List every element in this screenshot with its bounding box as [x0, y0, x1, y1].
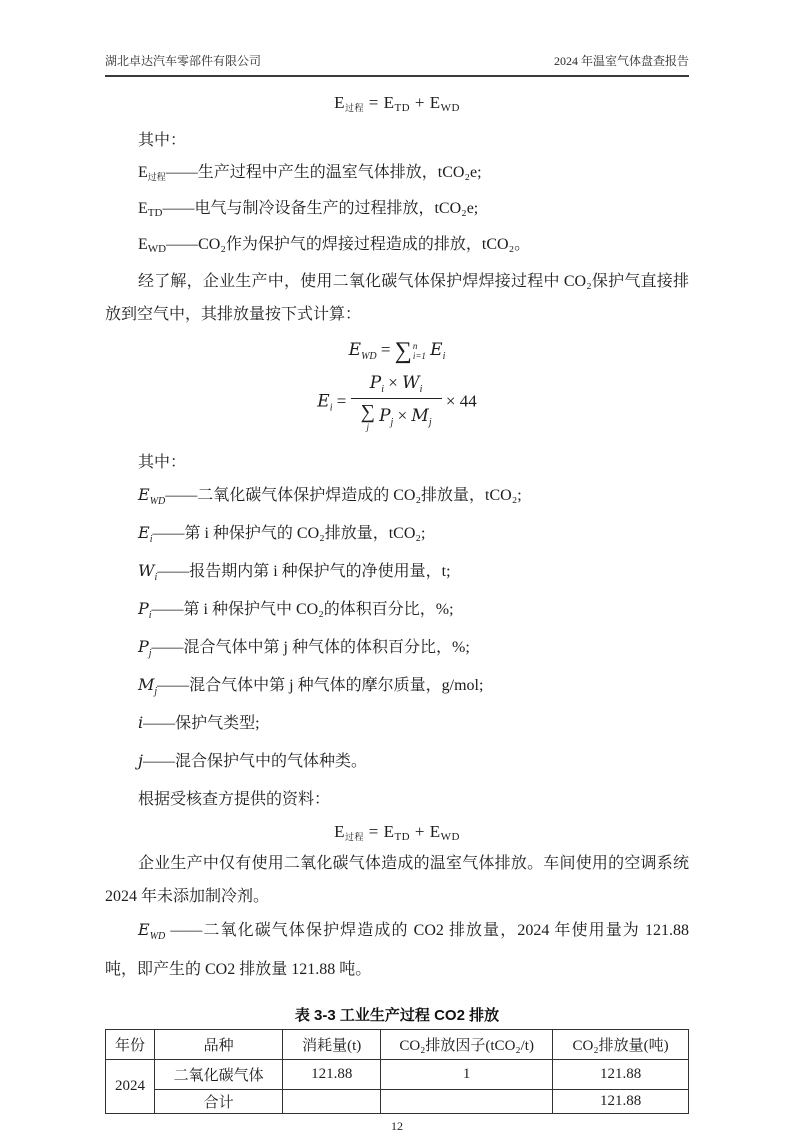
sigma-operator	[395, 339, 426, 363]
definition-text: ——第 i 种保护气的 CO₂排放量，tCO₂;	[152, 525, 426, 542]
formula-subscript: j	[428, 416, 432, 428]
table-header-row	[106, 1030, 689, 1060]
definition-e-td	[105, 193, 689, 229]
fraction	[351, 373, 442, 432]
symbol: E	[138, 236, 148, 253]
fraction-numerator	[351, 373, 442, 399]
definition-text: ——第 i 种保护气中 CO₂的体积百分比，%;	[151, 601, 454, 618]
sum-lower-limit: j	[366, 422, 369, 432]
cell-factor: 1	[381, 1060, 553, 1090]
page-header	[105, 0, 689, 77]
formula-term: E	[334, 822, 345, 841]
plus-sign: +	[414, 93, 425, 112]
symbol: E	[138, 920, 150, 939]
formula-ei-fraction	[105, 373, 689, 432]
symbol: M	[138, 675, 155, 694]
formula-term: E	[348, 339, 362, 360]
formula-term: E	[383, 822, 395, 841]
times-sign: ×	[397, 405, 408, 425]
formula-term: E	[334, 93, 345, 112]
symbol-subscript: WD	[149, 931, 166, 942]
formula-term: E	[430, 339, 443, 360]
definition-text: ——生产过程中产生的温室气体排放，tCO₂e;	[165, 164, 482, 181]
formula-subscript: TD	[394, 102, 411, 114]
symbol: W	[138, 561, 155, 580]
definition-wi	[105, 555, 689, 593]
formula-term: E	[429, 822, 441, 841]
symbol-subscript: 过程	[147, 172, 166, 182]
formula-term: W	[402, 373, 420, 393]
definition-text: ——混合保护气中的气体种类。	[142, 753, 367, 770]
symbol: E	[138, 485, 150, 504]
formula-subscript: WD	[440, 102, 460, 114]
symbol-subscript: WD	[149, 496, 166, 507]
formula-subscript: i	[329, 402, 333, 414]
definition-e-wd	[105, 229, 689, 265]
paragraph-only-co2: 企业生产中仅有使用二氧化碳气体造成的温室气体排放。车间使用的空调系统 2024 年未添加制冷剂。	[105, 855, 689, 905]
multiply-44: × 44	[445, 391, 477, 411]
definition-e-process	[105, 157, 689, 193]
symbol: j	[138, 751, 143, 770]
header-emission-factor: CO₂排放因子(tCO₂/t)	[381, 1030, 553, 1060]
table-row	[106, 1060, 689, 1090]
formula-ewd-sum	[105, 339, 689, 363]
paragraph-welding-explanation: 经了解，企业生产中，使用二氧化碳气体保护焊焊接过程中 CO₂保护气直接排放到空气中，其排放量按下式计算：	[105, 273, 689, 323]
sum-upper-limit: n	[412, 341, 418, 351]
label-qizhong: 其中：	[138, 454, 187, 471]
definition-pi	[105, 593, 689, 631]
cell-factor-total	[381, 1090, 553, 1114]
page-number: 12	[391, 1119, 403, 1133]
paragraph-ewd-amount	[105, 913, 689, 986]
header-report-title: 2024 年温室气体盘查报告	[553, 54, 689, 68]
table-row-total	[106, 1090, 689, 1114]
formula-subscript: j	[390, 416, 394, 428]
cell-consumption-total	[283, 1090, 381, 1114]
formula-process-total	[105, 93, 689, 114]
formula-process-total-repeat	[105, 822, 689, 843]
cell-variety-total: 合计	[154, 1090, 282, 1114]
cell-variety: 二氧化碳气体	[154, 1060, 282, 1090]
equals-sign: =	[368, 822, 379, 841]
formula-subscript: WD	[440, 831, 460, 843]
formula-subscript: 过程	[344, 832, 364, 842]
sigma-operator	[361, 402, 375, 432]
header-variety: 品种	[154, 1030, 282, 1060]
definition-text: ——混合气体中第 j 种气体的摩尔质量，g/mol;	[157, 677, 484, 694]
definition-text: ——保护气类型;	[143, 715, 260, 732]
header-company-name: 湖北卓达汽车零部件有限公司	[105, 54, 262, 68]
symbol: P	[138, 599, 149, 618]
formula-term: E	[317, 391, 330, 412]
definition-text: ——二氧化碳气体保护焊造成的 CO₂排放量，tCO₂;	[165, 487, 522, 504]
plus-sign: +	[414, 822, 425, 841]
paragraph-text: ——二氧化碳气体保护焊造成的 CO2 排放量，2024 年使用量为 121.88 吨，即产生的 CO2 排放量 121.88 吨。	[105, 922, 689, 978]
sigma-icon: ∑	[360, 401, 375, 423]
formula-subscript: i	[381, 384, 385, 395]
definition-ei	[105, 517, 689, 555]
header-consumption: 消耗量(t)	[283, 1030, 381, 1060]
definition-text: ——混合气体中第 j 种气体的体积百分比，%;	[151, 639, 470, 656]
symbol-subscript: i	[149, 534, 153, 545]
header-year: 年份	[106, 1030, 155, 1060]
equals-sign: =	[368, 93, 379, 112]
equals-sign: =	[336, 391, 347, 411]
formula-term: E	[383, 93, 395, 112]
times-sign: ×	[388, 373, 398, 392]
formula-subscript: TD	[394, 831, 411, 843]
formula-subscript: 过程	[344, 103, 364, 113]
symbol: i	[138, 713, 144, 732]
symbol: E	[138, 200, 148, 217]
symbol-subscript: TD	[147, 207, 163, 219]
equals-sign: =	[380, 339, 391, 359]
definition-i	[105, 707, 689, 745]
symbol-subscript: j	[154, 686, 158, 697]
paragraph-data-source: 根据受核查方提供的资料：	[138, 791, 331, 808]
cell-emission: 121.88	[553, 1060, 689, 1090]
symbol-subscript: i	[148, 610, 152, 621]
formula-term: P	[379, 405, 391, 426]
formula-term: M	[411, 405, 429, 426]
definition-mj	[105, 669, 689, 707]
definition-text: ——电气与制冷设备生产的过程排放，tCO₂e;	[162, 200, 479, 217]
formula-term: P	[369, 373, 382, 393]
formula-subscript: WD	[361, 350, 377, 362]
symbol-subscript: i	[154, 572, 158, 583]
cell-year: 2024	[106, 1060, 155, 1114]
co2-emissions-table	[105, 1029, 689, 1114]
sigma-icon: ∑	[394, 338, 412, 364]
symbol-subscript: WD	[147, 243, 167, 255]
symbol: E	[138, 523, 150, 542]
formula-term: E	[429, 93, 441, 112]
symbol: P	[138, 637, 149, 656]
definition-text: ——CO₂作为保护气的焊接过程造成的排放，tCO₂。	[166, 236, 531, 253]
definition-pj	[105, 631, 689, 669]
symbol-subscript: j	[148, 648, 152, 659]
header-emission-amount: CO₂排放量(吨)	[553, 1030, 689, 1060]
formula-subscript: i	[442, 350, 446, 362]
cell-consumption: 121.88	[283, 1060, 381, 1090]
definition-j	[105, 745, 689, 783]
definition-text: ——报告期内第 i 种保护气的净使用量，t;	[157, 563, 451, 580]
symbol: E	[138, 164, 148, 181]
definition-ewd	[105, 479, 689, 517]
label-qizhong: 其中：	[138, 132, 187, 149]
table-title: 表 3-3 工业生产过程 CO2 排放	[294, 1007, 500, 1024]
fraction-denominator	[351, 399, 442, 432]
sum-lower-limit: i=1	[412, 351, 426, 361]
cell-emission-total: 121.88	[553, 1090, 689, 1114]
formula-subscript: i	[419, 384, 423, 395]
